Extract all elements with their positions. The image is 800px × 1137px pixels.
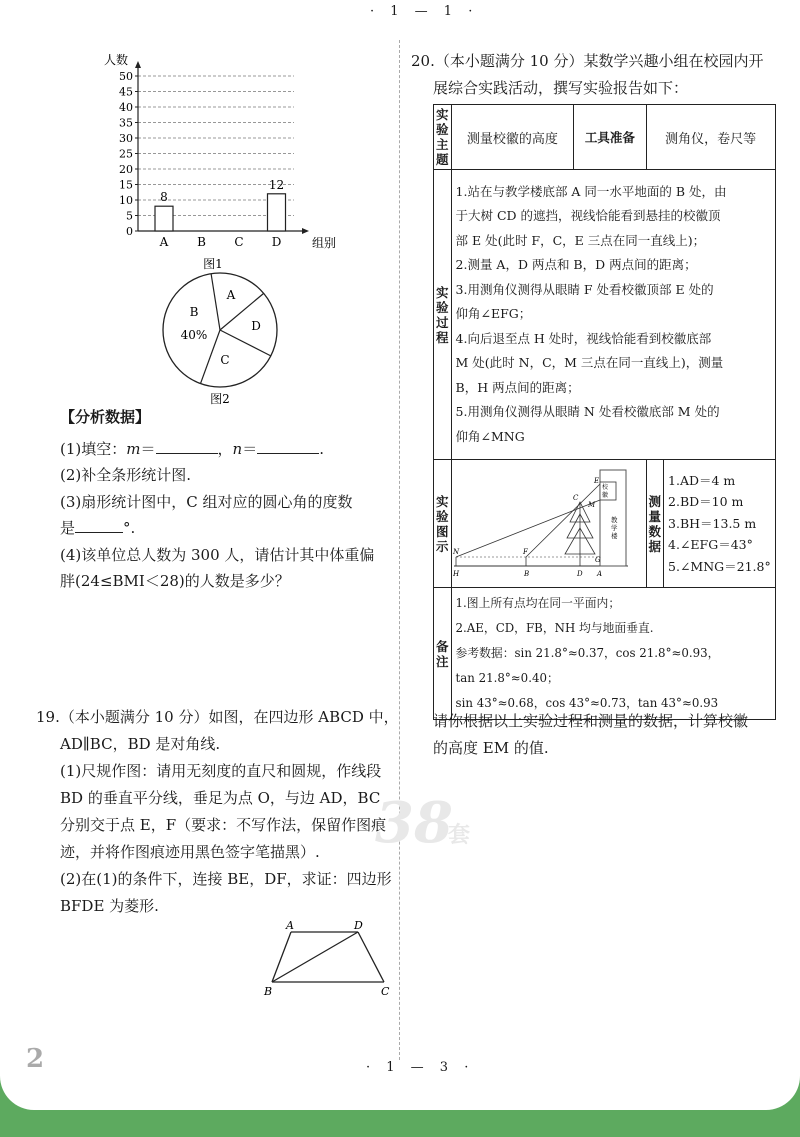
q1-n: n: [232, 440, 243, 458]
building-text: 教: [610, 516, 618, 524]
y-tick-label: 35: [119, 116, 133, 130]
pie-slice-percent: 40%: [180, 328, 208, 342]
label-d: D: [354, 919, 363, 932]
problem-19-line: AD∥BC，BD 是对角线.: [60, 735, 221, 753]
bar-data-label: 12: [268, 177, 285, 192]
pt-e: E: [593, 477, 599, 485]
bar-data-label: 8: [160, 190, 168, 205]
problem-19-line: 迹，并将作图痕迹用黑色签字笔描黑）.: [60, 843, 320, 861]
problem-19-line: (1)尺规作图：请用无刻度的直尺和圆规，作线段: [60, 762, 382, 780]
blank-n[interactable]: [257, 439, 319, 454]
problem-20-line1: 20.（本小题满分 10 分）某数学兴趣小组在校园内开: [411, 52, 764, 70]
edge-ab: [272, 932, 291, 982]
y-tick-label: 20: [119, 163, 133, 176]
y-tick-label: 5: [126, 209, 133, 223]
question-after-line1: 请你根据以上实验过程和测量的数据，计算校徽: [433, 712, 749, 730]
y-tick-label: 10: [119, 194, 133, 207]
notes-content: [451, 588, 775, 720]
topic-label: 实验主题: [434, 105, 452, 170]
pt-n: N: [452, 548, 459, 556]
question-3-line2: [60, 515, 135, 541]
edge-dc: [358, 932, 384, 982]
note-line: sin 43°≈0.68，cos 43°≈0.73，tan 43°≈0.93: [455, 696, 719, 710]
measure-line: 5.∠MNG＝21.8°: [668, 558, 771, 574]
diagram-cell: [451, 460, 646, 588]
question-4-line1: (4)该单位总人数为 300 人，请估计其中体重偏: [60, 546, 375, 564]
page-number-bottom: · 1 — 3 ·: [366, 1060, 475, 1075]
note-line: tan 21.8°≈0.40；: [455, 671, 559, 685]
problem-19-line: BFDE 为菱形.: [60, 897, 159, 915]
problem-19-line: BD 的垂直平分线，垂足为点 O，与边 AD，BC: [60, 789, 381, 807]
blank-m[interactable]: [156, 439, 218, 454]
y-axis-label: 人数: [104, 53, 129, 67]
measure-content: [664, 460, 776, 588]
column-divider: [399, 40, 400, 1060]
pie-slice-label: B: [189, 305, 199, 319]
pt-f: F: [522, 548, 528, 556]
pt-b: B: [523, 570, 529, 578]
bar-chart: [100, 48, 337, 276]
process-line: 于大树 CD 的遮挡，视线恰能看到悬挂的校徽顶: [455, 208, 721, 224]
pt-c: C: [572, 494, 578, 502]
tools-value: 测角仪，卷尺等: [646, 105, 775, 170]
building-text3: 楼: [610, 532, 618, 540]
problem-19-line: 分别交于点 E，F（要求：不写作法，保留作图痕: [60, 816, 387, 834]
q1-end: .: [319, 440, 324, 458]
notes-label: 备注: [434, 588, 452, 720]
process-line: 仰角∠EFG；: [455, 306, 532, 322]
experiment-report-table: [433, 104, 776, 720]
process-line: 仰角∠MNG: [455, 428, 525, 444]
measure-line: 1.AD＝4 m: [668, 472, 736, 488]
tools-label: 工具准备: [574, 105, 646, 170]
measure-line: 3.BH＝13.5 m: [668, 515, 757, 531]
pie-slice-label: A: [226, 288, 236, 302]
y-axis-arrow: [135, 61, 141, 68]
pie-slice-label: C: [220, 353, 230, 367]
quadrilateral-figure: [258, 918, 398, 1002]
q3-text: 是: [60, 519, 76, 537]
y-tick-label: 0: [126, 225, 133, 238]
pt-d: D: [576, 570, 583, 578]
y-tick-label: 15: [119, 178, 133, 192]
measure-line: 2.BD＝10 m: [668, 494, 744, 510]
process-content: [451, 170, 775, 460]
question-4-line2: 胖(24≤BMI＜28)的人数是多少？: [60, 572, 290, 590]
process-line: 5.用测角仪测得从眼睛 N 处看校徽底部 M 处的: [455, 404, 720, 420]
q1-eq: ＝: [140, 440, 156, 458]
q1-eq2: ＝: [242, 440, 258, 458]
x-tick-label: A: [159, 235, 169, 249]
chart-title: 图2: [210, 392, 230, 406]
diagonal-bd: [272, 932, 358, 982]
pt-a: A: [596, 570, 602, 578]
y-tick-label: 30: [119, 132, 133, 145]
label-b: B: [264, 985, 273, 998]
question-2: (2)补全条形统计图.: [60, 466, 192, 484]
process-line: 1.站在与教学楼底部 A 同一水平地面的 B 处，由: [455, 183, 727, 199]
school-badge-text2: 徽: [601, 492, 608, 499]
x-axis-arrow: [302, 228, 309, 234]
x-tick-label: D: [271, 235, 282, 249]
pt-h: H: [452, 570, 459, 578]
school-badge-text: 校: [601, 484, 608, 491]
problem-19-line: (2)在(1)的条件下，连接 BE，DF，求证：四边形: [60, 870, 392, 888]
process-line: 部 E 处(此时 F，C，E 三点在同一直线上)；: [455, 232, 706, 248]
bar: [155, 206, 173, 231]
q1-m: m: [126, 440, 141, 458]
pt-m: M: [587, 501, 595, 509]
question-1: (1)填空：m＝ ，n＝ .: [60, 440, 324, 458]
label-c: C: [381, 985, 390, 998]
pie-slice-label: D: [251, 319, 261, 333]
watermark-number: 38: [375, 790, 453, 856]
note-line: 2.AE，CD，FB，NH 均与地面垂直.: [455, 621, 654, 635]
q1-label: (1)填空：: [60, 440, 127, 458]
label-a: A: [286, 919, 294, 932]
process-line: 4.向后退至点 H 处时，视线恰能看到校徽底部: [455, 330, 712, 346]
process-line: M 处(此时 N，C，M 三点在同一直线上)，测量: [455, 355, 724, 371]
analysis-title: 【分析数据】: [60, 408, 151, 426]
topic-value: 测量校徽的高度: [451, 105, 574, 170]
diagram-label: 实验图示: [434, 460, 452, 588]
sight-line-nm: [456, 500, 600, 557]
measure-line: 4.∠EFG＝43°: [668, 537, 753, 553]
measurement-diagram: [452, 462, 646, 582]
building-text2: 学: [610, 524, 618, 532]
process-line: B，H 两点间的距离；: [455, 379, 580, 395]
blank-angle[interactable]: [75, 518, 123, 533]
process-label: 实验过程: [434, 170, 452, 460]
bar: [268, 194, 286, 231]
side-number: 2: [26, 1044, 45, 1074]
pt-g: G: [594, 556, 601, 564]
y-tick-label: 50: [119, 70, 133, 83]
process-line: 2.测量 A，D 两点和 B，D 两点间的距离；: [455, 257, 697, 273]
y-tick-label: 25: [119, 147, 133, 161]
question-3-line1: (3)扇形统计图中，C 组对应的圆心角的度数: [60, 493, 353, 511]
x-axis-label: 组别: [312, 236, 337, 250]
y-tick-label: 45: [119, 85, 133, 99]
pie-chart: [150, 266, 290, 408]
y-tick-label: 40: [119, 101, 133, 114]
q3-end: °.: [123, 519, 136, 537]
chart-title: 图1: [203, 257, 223, 271]
note-line: 1.图上所有点均在同一平面内；: [455, 596, 621, 610]
x-tick-label: B: [197, 235, 206, 249]
note-line: 参考数据：sin 21.8°≈0.37，cos 21.8°≈0.93，: [455, 646, 720, 660]
problem-20-line2: 展综合实践活动，撰写实验报告如下：: [433, 79, 689, 97]
measure-label: 测量数据: [646, 460, 664, 588]
watermark-text: 套: [448, 822, 471, 848]
question-after-line2: 的高度 EM 的值.: [433, 739, 549, 757]
problem-19-line: 19.（本小题满分 10 分）如图，在四边形 ABCD 中，: [36, 708, 399, 726]
x-tick-label: C: [234, 235, 244, 249]
process-line: 3.用测角仪测得从眼睛 F 处看校徽顶部 E 处的: [455, 281, 714, 297]
page-number-top: · 1 — 1 ·: [370, 4, 479, 19]
